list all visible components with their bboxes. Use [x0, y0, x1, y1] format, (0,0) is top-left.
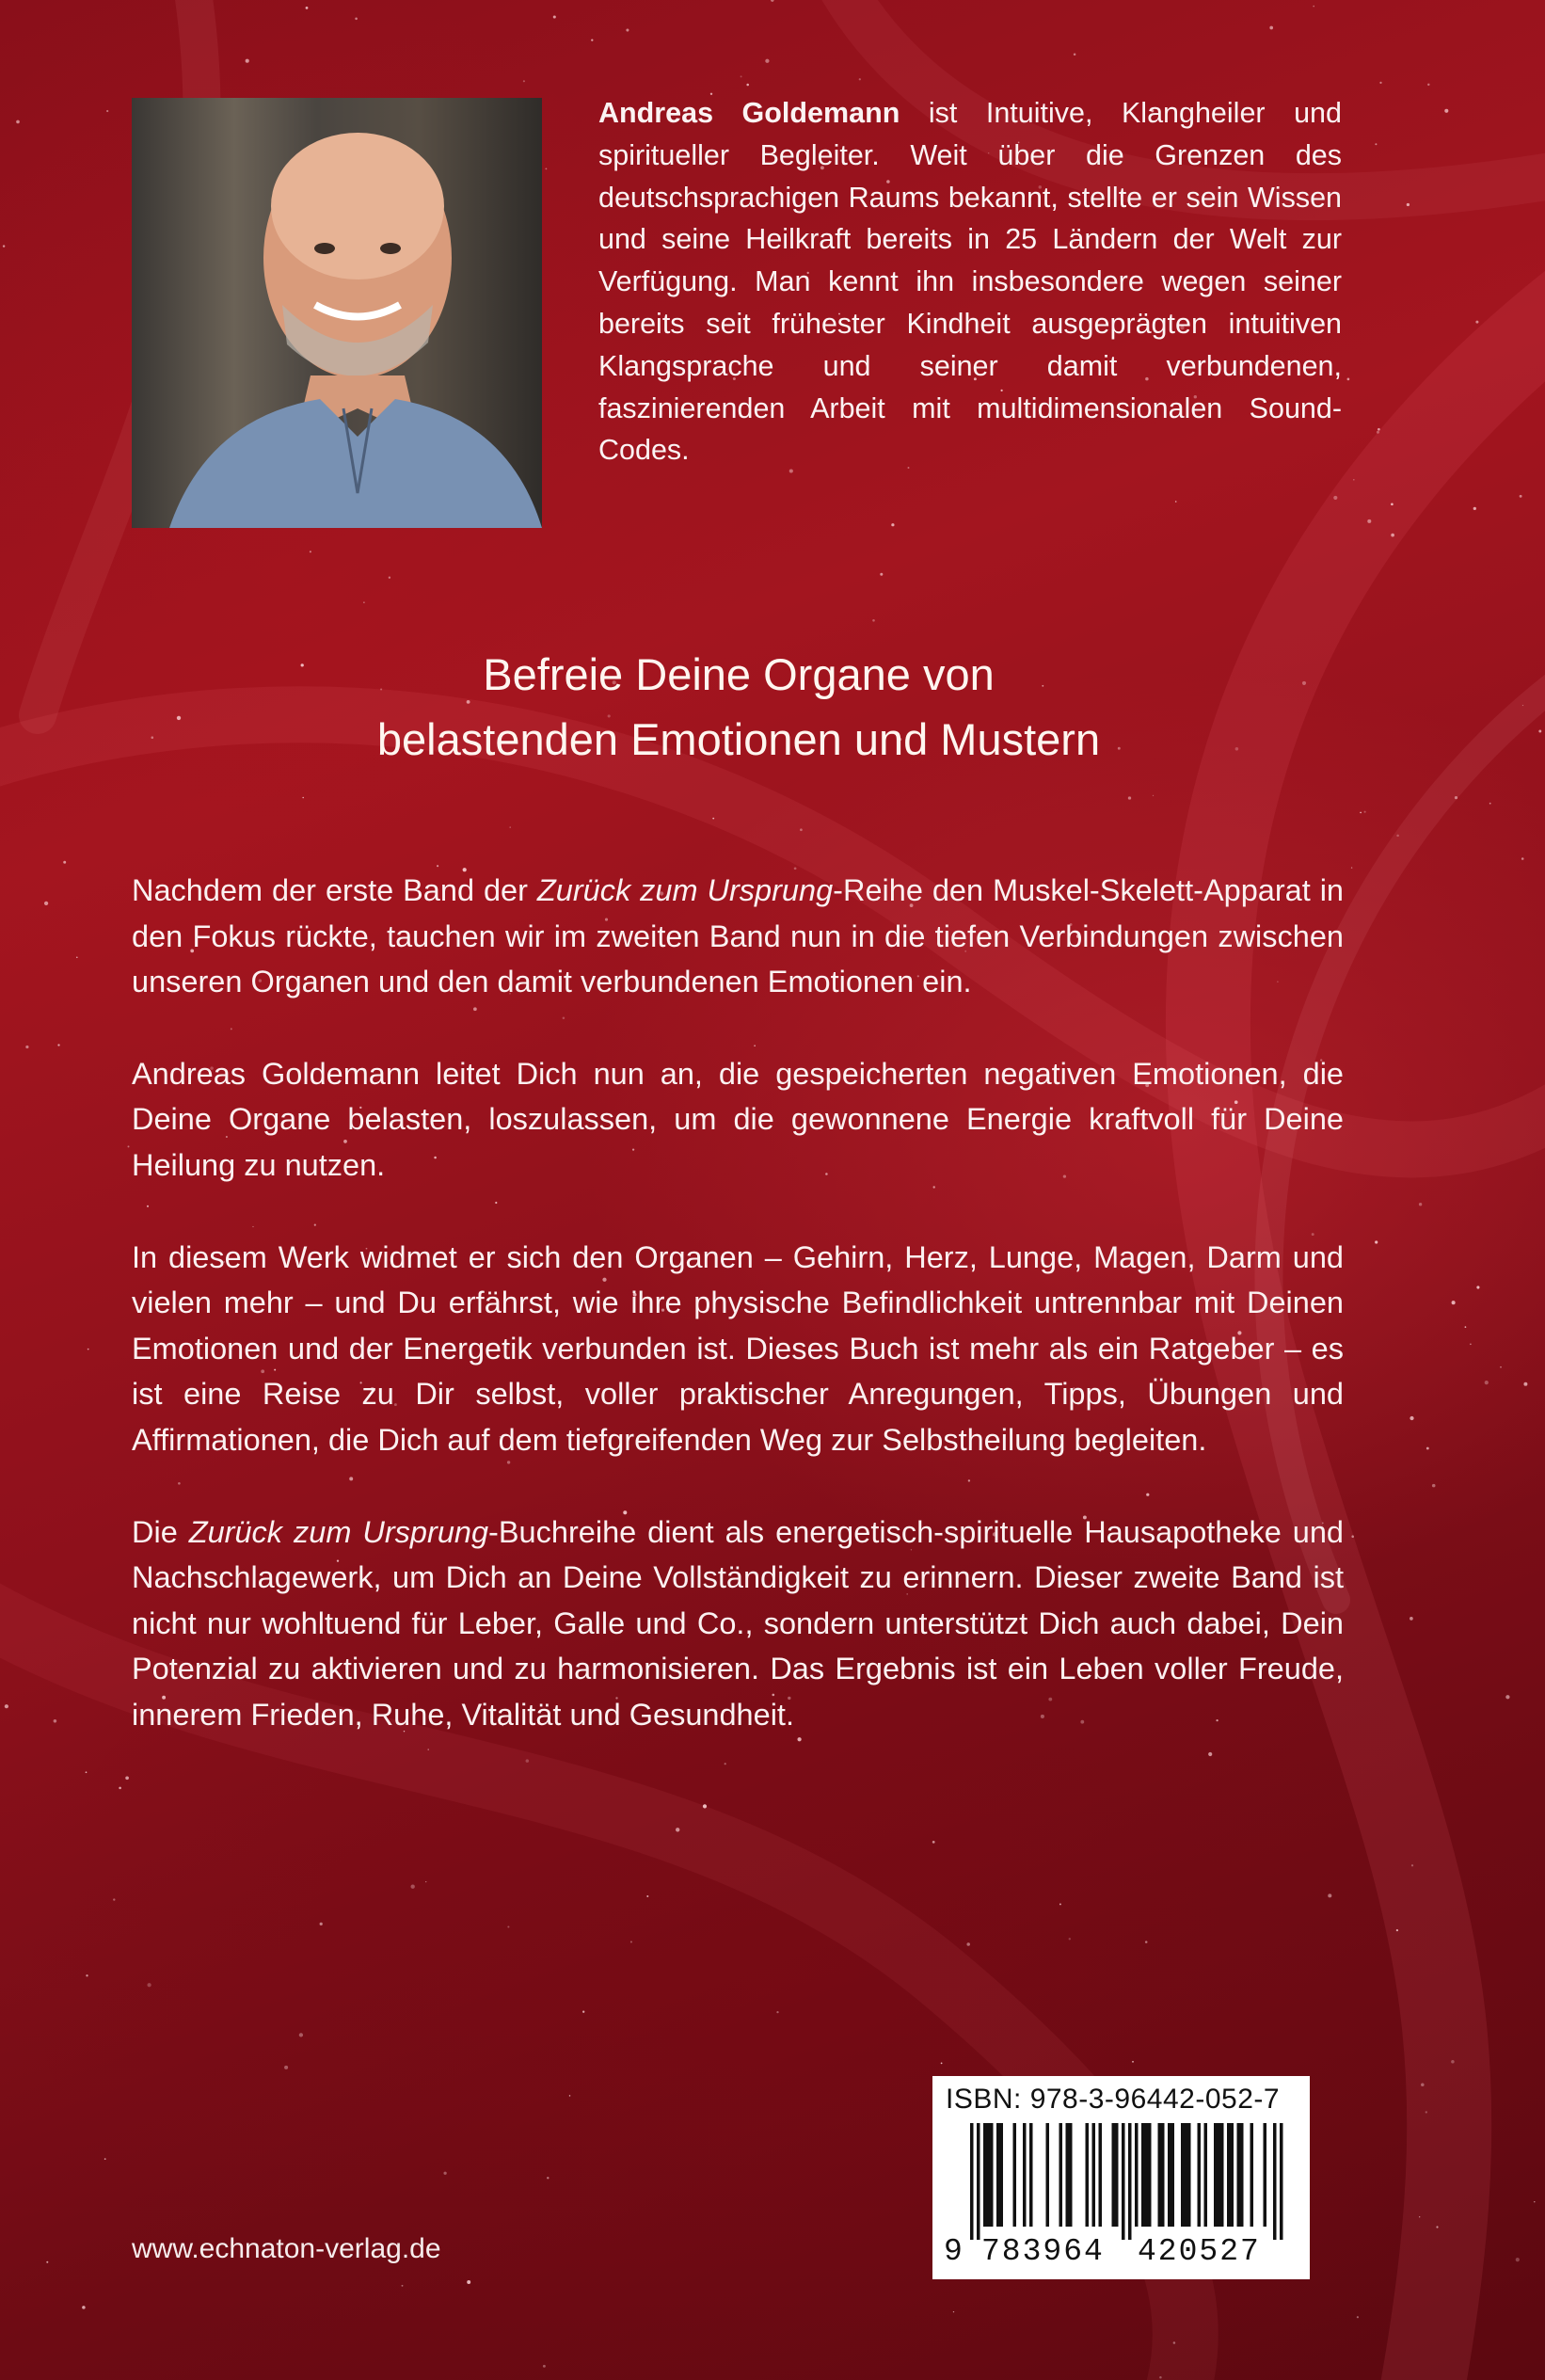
star — [3, 245, 5, 247]
blurb-paragraph-2: Andreas Goldemann leitet Dich nun an, die gespeicherten negativen Emotionen, die Deine Organe belasten, loszulassen, um die gewonnene Energie kraftvoll für Deine Heilung zu nutzen. — [132, 1056, 1344, 1182]
barcode-bar — [1185, 2123, 1188, 2227]
star — [626, 28, 629, 31]
barcode-bar — [1158, 2123, 1162, 2227]
author-bio — [598, 92, 1342, 471]
star — [1426, 2111, 1427, 2113]
star — [1455, 796, 1457, 799]
star — [1333, 496, 1337, 500]
barcode-digits-left: 783964 — [981, 2234, 1105, 2269]
barcode-bar — [1187, 2123, 1191, 2227]
star — [467, 2280, 470, 2284]
star — [771, 0, 773, 2]
headline — [132, 642, 1346, 772]
barcode-bar — [1181, 2123, 1185, 2227]
star — [54, 1719, 57, 1723]
star — [1375, 1240, 1378, 1243]
star — [1069, 1938, 1071, 1940]
star — [1465, 1326, 1467, 1328]
star — [1378, 428, 1380, 431]
star — [776, 2011, 778, 2013]
barcode-bar — [1099, 2123, 1103, 2227]
author-portrait-illustration — [132, 98, 542, 528]
star — [1328, 1893, 1331, 1897]
star — [1313, 6, 1314, 8]
star — [1432, 1484, 1436, 1488]
blurb-p1-end: -Reihe den Muskel-Skelett-Apparat in den Fokus rückte, tauchen wir im zweiten Band nun in die tiefen Verbindungen zwischen unseren Organen und den damit verbundenen Emotionen ein. — [132, 873, 1345, 999]
barcode-bar — [1092, 2123, 1096, 2227]
star — [425, 1881, 426, 1882]
star — [320, 1923, 323, 1925]
blurb-paragraph-1 — [132, 868, 1344, 1005]
star — [582, 2011, 584, 2013]
star — [1485, 1381, 1489, 1384]
star — [1436, 2226, 1438, 2228]
star — [76, 956, 78, 958]
barcode-bar — [1227, 2123, 1231, 2227]
star — [1500, 1366, 1502, 1368]
star — [1132, 2061, 1134, 2063]
star — [306, 7, 309, 9]
barcode-bar — [983, 2123, 987, 2227]
star — [547, 2177, 549, 2179]
barcode-bar — [1086, 2123, 1090, 2227]
barcode-bar — [1145, 2123, 1149, 2227]
barcode-bar — [1023, 2123, 1027, 2227]
star — [1451, 2060, 1455, 2064]
star — [509, 826, 510, 827]
star — [1452, 1301, 1456, 1304]
star — [1391, 503, 1394, 505]
barcode-bar — [1128, 2123, 1132, 2240]
star — [147, 1983, 151, 1987]
barcode-bar — [987, 2123, 991, 2227]
barcode-bar — [1240, 2123, 1244, 2227]
star — [284, 2066, 288, 2069]
star — [1476, 1286, 1479, 1288]
star — [1353, 479, 1355, 481]
star — [46, 2261, 48, 2263]
barcode-bar — [1000, 2123, 1004, 2227]
star — [741, 75, 742, 77]
star — [25, 1046, 28, 1048]
star — [676, 1828, 679, 1831]
barcode-bar — [1280, 2123, 1283, 2240]
star — [1473, 507, 1476, 510]
star — [104, 2158, 106, 2160]
barcode-bar — [970, 2123, 974, 2240]
star — [246, 59, 249, 63]
headline-line-2: belastenden Emotionen und Mustern — [376, 714, 1101, 764]
barcode-bar — [1013, 2123, 1017, 2227]
star — [703, 1804, 707, 1808]
star — [553, 15, 556, 18]
star — [1407, 203, 1410, 206]
star — [1175, 501, 1177, 503]
barcode-bar — [1237, 2123, 1241, 2227]
series-title: Zurück zum Ursprung — [188, 1514, 489, 1549]
star — [44, 902, 48, 905]
publisher-website[interactable]: www.echnaton-verlag.de — [132, 2233, 441, 2264]
star — [543, 2365, 546, 2368]
star — [1411, 1864, 1413, 1866]
star — [1377, 431, 1379, 434]
blurb — [132, 868, 1344, 1784]
blurb-paragraph-4 — [132, 1509, 1344, 1738]
star — [1427, 84, 1429, 86]
star — [630, 1941, 632, 1942]
star — [1520, 495, 1522, 498]
star — [128, 1145, 130, 1147]
star — [1364, 811, 1366, 813]
star — [1489, 803, 1491, 805]
barcode-bar — [1273, 2123, 1277, 2240]
star — [941, 2063, 943, 2065]
star — [389, 577, 390, 579]
barcode-bar — [1171, 2123, 1175, 2227]
barcode-bar — [1122, 2123, 1125, 2240]
star — [591, 39, 593, 40]
star — [1347, 378, 1350, 381]
star — [569, 2095, 571, 2097]
star — [443, 2172, 446, 2175]
star — [1516, 2258, 1520, 2261]
barcode-bar — [977, 2123, 980, 2240]
star — [106, 110, 108, 112]
author-photo — [132, 98, 542, 528]
barcode-bar — [1029, 2123, 1033, 2227]
star — [1375, 143, 1377, 145]
isbn-label: ISBN: 978-3-96442-052-7 — [946, 2084, 1281, 2115]
star — [932, 1841, 935, 1844]
star — [299, 2033, 303, 2037]
barcode-bar — [1066, 2123, 1070, 2227]
star — [113, 1898, 115, 1900]
barcode-bar — [1148, 2123, 1152, 2227]
barcode-bar — [1059, 2123, 1063, 2227]
barcode-digits-right: 420527 — [1138, 2234, 1261, 2269]
barcode-bar — [990, 2123, 994, 2227]
star — [1521, 857, 1524, 860]
star — [1475, 321, 1478, 324]
star — [1444, 109, 1448, 113]
star — [1534, 2201, 1535, 2202]
blurb-p1-start: Nachdem der erste Band der — [132, 873, 537, 907]
star — [1410, 1617, 1413, 1621]
barcode-bar — [1135, 2123, 1139, 2227]
barcode-bar — [1264, 2123, 1267, 2227]
barcode-bar — [1168, 2123, 1171, 2227]
series-title: Zurück zum Ursprung — [536, 873, 834, 907]
star — [523, 80, 525, 82]
barcode-bar — [1220, 2123, 1224, 2227]
star — [1351, 1535, 1354, 1538]
star — [765, 59, 769, 63]
star — [545, 168, 547, 169]
star — [1538, 730, 1541, 733]
star — [966, 1942, 970, 1946]
star — [1391, 534, 1394, 537]
star — [1173, 2341, 1176, 2344]
star — [1153, 795, 1154, 796]
star — [1145, 1941, 1148, 1943]
star — [1351, 867, 1352, 868]
star — [82, 2306, 86, 2309]
barcode-bar — [1069, 2123, 1073, 2227]
star — [880, 573, 883, 576]
star — [1523, 1382, 1527, 1386]
star — [1360, 812, 1362, 814]
star — [5, 1704, 8, 1708]
star — [411, 1885, 415, 1889]
barcode-bar — [1161, 2123, 1165, 2227]
star — [63, 861, 66, 864]
star — [363, 601, 364, 602]
star — [891, 523, 894, 526]
star — [1426, 1447, 1429, 1450]
star — [310, 551, 311, 552]
star — [125, 1776, 129, 1780]
star — [302, 797, 304, 799]
star — [800, 828, 803, 831]
star — [1396, 835, 1399, 838]
star — [1379, 82, 1381, 84]
star — [746, 84, 749, 87]
star — [57, 1044, 59, 1046]
blurb-p4-start: Die — [132, 1514, 189, 1549]
star — [1159, 2376, 1162, 2379]
barcode-bar — [1214, 2123, 1218, 2227]
barcode-bar — [1141, 2123, 1145, 2227]
barcode-bar — [1046, 2123, 1050, 2227]
barcode-bar — [996, 2123, 1000, 2227]
author-bio-text: ist Intuitive, Klangheiler und spiritueller Begleiter. Weit über die Grenzen des deutschsprachigen Raums bekannt, stellte er sein Wissen und seine Heilkraft bereits in 25 Ländern der Welt zur Verfügung. Man kennt ihn insbesondere wegen seiner bereits seit frühester Kindheit ausgeprägten intuitiven Klangsprache und seiner damit verbundenen, faszinierenden Arbeit mit multidimensionalen Sound-Codes. — [598, 97, 1342, 467]
star — [1410, 1416, 1413, 1420]
star — [507, 1925, 509, 1927]
barcode-bar — [1218, 2123, 1221, 2227]
star — [712, 818, 714, 820]
star — [1128, 796, 1131, 799]
author-name: Andreas Goldemann — [598, 97, 900, 129]
star — [1419, 1203, 1422, 1206]
isbn-barcode-box — [932, 2076, 1310, 2279]
star — [1470, 1344, 1472, 1346]
star — [1269, 26, 1273, 30]
star — [355, 18, 358, 21]
star — [953, 2311, 954, 2312]
blurb-paragraph-3: In diesem Werk widmet er sich den Organen – Gehirn, Herz, Lunge, Magen, Darm und vielen mehr – und Du erfährst, wie ihre physische Befindlichkeit untrennbar mit Deinen Emotionen und der Energetik verbunden ist. Dieses Buch ist mehr als ein Ratgeber – es ist eine Reise zu Dir selbst, voller praktischer Anregungen, Tipps, Übungen und Affirmationen, die Dich auf dem tiefgreifenden Weg zur Selbstheilung begleiten. — [132, 1239, 1344, 1457]
headline-line-1: Befreie Deine Organe von — [483, 649, 995, 699]
star — [86, 1771, 88, 1773]
star — [1505, 1695, 1509, 1699]
star — [872, 619, 875, 622]
star — [119, 1787, 121, 1790]
barcode-bar — [1250, 2123, 1254, 2227]
barcode-bar — [1115, 2123, 1119, 2227]
star — [1396, 1929, 1398, 1931]
star — [1522, 705, 1523, 706]
star — [437, 865, 438, 867]
star — [88, 1349, 89, 1350]
star — [1074, 54, 1076, 56]
star — [86, 1974, 88, 1976]
barcode-bar — [1198, 2123, 1202, 2227]
star — [1421, 2083, 1425, 2086]
star — [402, 2285, 404, 2287]
blurb-p4-end: -Buchreihe dient als energetisch-spirituelle Hausapotheke und Nachschlagewerk, um Dich an Deine Vollständigkeit zu erinnern. Dieser zweite Band ist nicht nur wohltuend für Leber, Galle und Co., sondern unterstützt Dich auch dabei, Dein Potenzial zu aktivieren und zu harmonisieren. Das Ergebnis ist ein Leben voller Freude, innerem Frieden, Ruhe, Vitalität und Gesundheit. — [132, 1514, 1344, 1732]
barcode-digit-first: 9 — [944, 2234, 964, 2269]
star — [1367, 519, 1371, 523]
star — [1419, 2216, 1420, 2217]
star — [1059, 1903, 1061, 1905]
barcode-bar — [1204, 2123, 1208, 2227]
star — [1357, 2316, 1359, 2318]
barcode-bar — [1112, 2123, 1116, 2227]
star — [16, 120, 20, 124]
star — [859, 78, 861, 80]
star — [646, 1895, 648, 1897]
barcode-bar — [1231, 2123, 1234, 2227]
